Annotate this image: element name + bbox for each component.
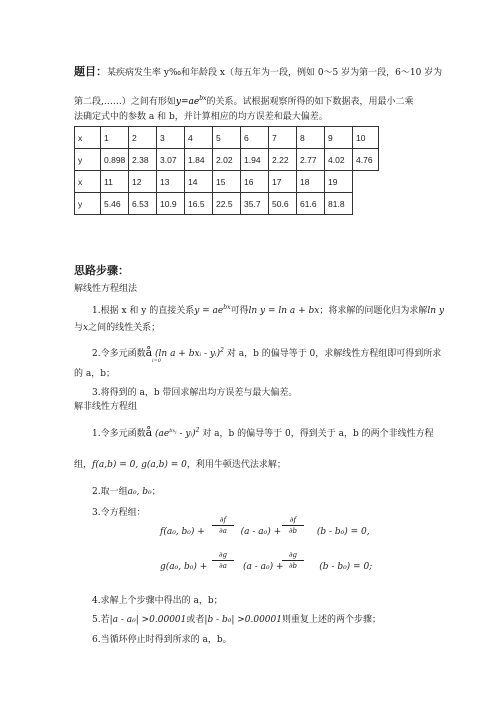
table-cell: 8 [297, 127, 325, 149]
table-cell: 2.02 [213, 149, 241, 171]
formula-cond-b: |b - b₀| >0.00001 [204, 615, 282, 625]
table-cell: 6.53 [129, 193, 157, 215]
nonlinear-step-1 [92, 425, 434, 441]
formula-lny: ln y [427, 306, 445, 316]
linear-method-title: 解线性方程组法 [74, 284, 138, 294]
problem-line-1 [74, 66, 442, 79]
table-cell: 3.07 [157, 149, 185, 171]
problem-formula: $y=ae^{bx}$ [175, 95, 207, 107]
nonlinear-method-title: 解非线性方程组 [74, 402, 138, 412]
sum-limit: i=0 [152, 358, 161, 364]
linear-step-1-cont [74, 322, 160, 334]
table-cell: 19 [325, 171, 353, 193]
table-cell: y [75, 149, 101, 171]
step-text: 1.令多元函数 [92, 429, 146, 439]
eq-part: f(a₀, b₀) + [160, 527, 205, 537]
table-cell: y [75, 193, 101, 215]
formula-cond-a: |a - a₀| >0.00001 [109, 615, 187, 625]
table-cell: 0.898 [101, 149, 129, 171]
steps-heading: 思路步骤： [74, 264, 129, 277]
table-cell: 9 [325, 127, 353, 149]
table-cell: 35.7 [241, 193, 269, 215]
linear-step-2 [92, 345, 441, 361]
step-text: 5.若 [92, 615, 110, 625]
table-cell: 4 [185, 127, 213, 149]
step-text: 则重复上述的两个步骤； [281, 615, 381, 625]
partial-f-b: ∂f ∂b [282, 516, 304, 535]
formula-initial: a₀, b₀ [127, 487, 152, 497]
sum-symbol: å [145, 426, 153, 439]
table-cell: 13 [157, 171, 185, 193]
problem-line-2 [74, 93, 413, 108]
problem-text-2a: 第二段,……）之间有形如 [74, 97, 176, 107]
step-text: 与 [74, 323, 84, 333]
step-text: 2.令多元函数 [92, 349, 146, 359]
nonlinear-step-2 [92, 486, 161, 498]
problem-text-2b: 的关系。试根据观察所得的如下数据表，用最小二乘 [206, 97, 414, 107]
table-cell: 2 [129, 127, 157, 149]
step-text: 2.取一组 [92, 487, 128, 497]
problem-text-1: 某疾病发生率 y‰和年龄段 x（每五年为一段，例如 0～5 岁为第一段，6～10 岁为 [107, 68, 443, 78]
partial-g-a: ∂g ∂a [212, 551, 234, 570]
table-row [75, 171, 379, 193]
table-cell: x [75, 127, 101, 149]
problem-text-3: 法确定式中的参数 a 和 b，并计算相应的均方误差和最大偏差。 [74, 112, 328, 122]
formula-log: ln y = ln a + bx [248, 306, 320, 316]
table-cell-empty [353, 171, 379, 193]
table-cell: 11 [101, 171, 129, 193]
nonlinear-step-1-cont [74, 459, 286, 471]
linear-step-1 [92, 302, 444, 317]
sum-symbol: å [145, 346, 153, 359]
table-cell: 5.46 [101, 193, 129, 215]
table-cell: 10 [353, 127, 379, 149]
table-cell: 7 [269, 127, 297, 149]
eq-part: g(a₀, b₀) + [160, 562, 208, 572]
table-cell: 17 [269, 171, 297, 193]
equation-1 [160, 527, 370, 537]
eq-part: (b - b₀) = 0, [316, 527, 370, 537]
table-cell: 22.5 [213, 193, 241, 215]
linear-step-3: 3.将得到的 a，b 带回求解出均方误差与最大偏差。 [92, 388, 298, 398]
step-text: 之间的线性关系； [88, 323, 161, 333]
step-text: 可得 [230, 306, 249, 316]
partial-f-a: ∂f ∂a [212, 516, 234, 535]
step-text: 对 a，b 的偏导等于 0，求解线性方程组即可得到所求 [226, 349, 442, 359]
eq-part: (b - b₀) = 0; [319, 562, 373, 572]
formula-x: x [83, 323, 89, 333]
linear-step-2-cont: 的 a，b； [74, 369, 115, 379]
table-cell: 2.38 [129, 149, 157, 171]
table-cell: x [75, 171, 101, 193]
table-cell: 18 [297, 171, 325, 193]
nonlinear-step-4: 4.求解上个步骤中得出的 a，b； [92, 596, 223, 606]
step-text: ；将求解的问题化归为求解 [319, 306, 428, 316]
table-row [75, 127, 379, 149]
table-cell: 1.94 [241, 149, 269, 171]
data-table [74, 126, 379, 215]
table-cell: 2.77 [297, 149, 325, 171]
step-text: 或者 [186, 615, 205, 625]
table-cell: 2.22 [269, 149, 297, 171]
step-text: ； [151, 487, 161, 497]
nonlinear-step-6: 6.当循环停止时得到所求的 a，b。 [92, 635, 232, 645]
table-cell: 4.76 [353, 149, 379, 171]
table-cell: 12 [129, 171, 157, 193]
problem-label: 题目： [74, 65, 107, 78]
eq-part: (a - a₀) + [240, 527, 282, 537]
eq-part: (a - a₀) + [243, 562, 284, 572]
nonlinear-step-3: 3.令方程组： [92, 508, 146, 518]
step-text: 对 a，b 的偏导等于 0，得到关于 a，b 的两个非线性方程 [202, 429, 434, 439]
table-cell: 16 [241, 171, 269, 193]
step-text: ，利用牛顿迭代法求解； [186, 460, 286, 470]
table-cell: 61.6 [297, 193, 325, 215]
table-cell: 50.6 [269, 193, 297, 215]
formula-nonlinear-objective: $(ae^{bx_i} - yi)^2$ [155, 427, 200, 439]
table-cell: 5 [213, 127, 241, 149]
formula-direct: $y = ae^{bx}$ [194, 304, 231, 316]
table-cell: 1 [101, 127, 129, 149]
table-row [75, 193, 379, 215]
step-text: 组， [74, 460, 93, 470]
table-cell: 3 [157, 127, 185, 149]
nonlinear-step-5 [92, 614, 381, 626]
table-cell: 4.02 [325, 149, 353, 171]
table-row [75, 149, 379, 171]
formula-system: f(a,b) = 0, g(a,b) = 0 [92, 460, 187, 470]
table-cell: 15 [213, 171, 241, 193]
table-cell: 16.5 [185, 193, 213, 215]
table-cell: 81.8 [325, 193, 353, 215]
table-cell: 14 [185, 171, 213, 193]
formula-linear-objective: (ln a + bxi - yi)$^2$ [155, 347, 224, 359]
table-cell: 10.9 [157, 193, 185, 215]
step-text: 1.根据 x 和 y 的直接关系 [92, 306, 195, 316]
partial-g-b: ∂g ∂b [282, 551, 304, 570]
table-cell-empty [353, 193, 379, 215]
table-cell: 6 [241, 127, 269, 149]
equation-2 [160, 562, 372, 572]
table-cell: 1.84 [185, 149, 213, 171]
